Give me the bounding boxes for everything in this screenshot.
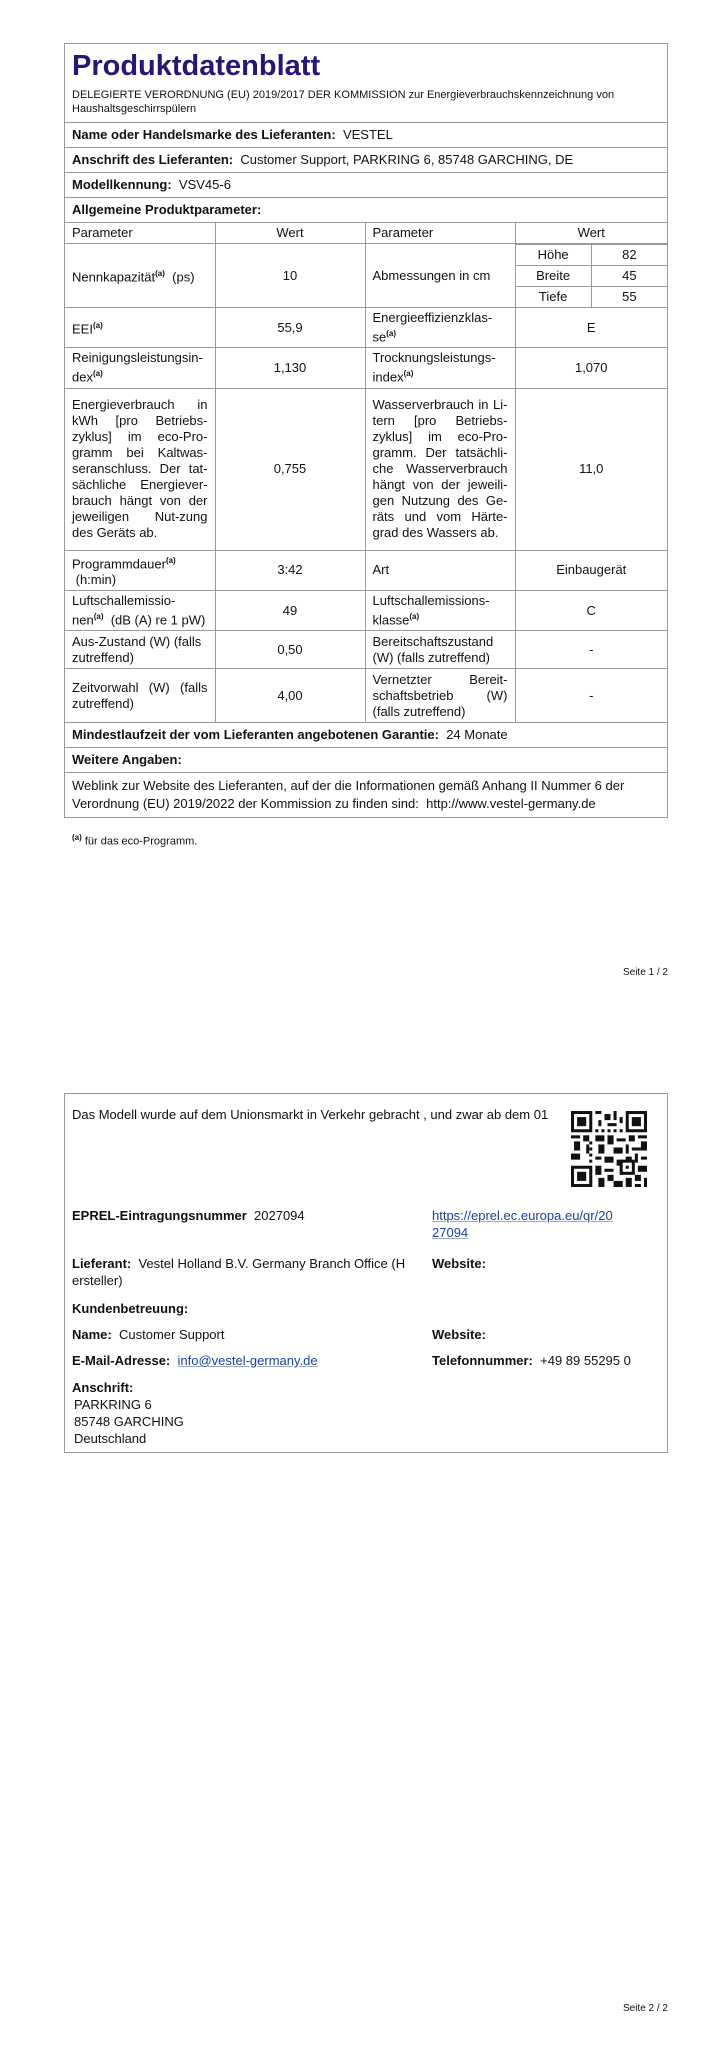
further-info-row (65, 747, 667, 772)
noise-value: 49 (215, 590, 365, 630)
energy-consumption-label: Energieverbrauch in kWh [pro Betriebs-zyklus] im eco-Pro-gramm bei Kaltwas-seranschluss. Der tat-sächliche Energiever-brauch hängt von der jeweiligen Nut-zung des Geräts ab. (65, 388, 215, 550)
website-label: Website: (432, 1256, 486, 1271)
page-number-1: Seite 1 / 2 (622, 967, 668, 978)
header-value: Wert (215, 223, 365, 244)
energy-consumption-value: 0,755 (215, 388, 365, 550)
energy-class-label: Energieeffizienzklas-$se^{(a)}$ (365, 308, 515, 348)
header-parameter-2: Parameter (365, 223, 515, 244)
warranty-row (65, 723, 667, 747)
supplier-row (65, 122, 667, 147)
footnote: $^{(a)}$ für das eco-Programm. (72, 833, 198, 848)
eei-value: 55,9 (215, 308, 365, 348)
table-header-row (65, 223, 667, 244)
page-title: Produktdatenblatt (72, 50, 321, 82)
eprel-link[interactable]: https://eprel.ec.europa.eu/qr/20 27094 (432, 1208, 613, 1240)
customer-care-label: Kundenbetreuung: (72, 1301, 189, 1316)
off-mode-value: 0,50 (215, 631, 365, 669)
supplier-value: VESTEL (342, 127, 393, 142)
noise-label: Luftschallemissio-nen$^{(a)}$ (dB (A) re 1 pW) (65, 590, 215, 630)
contact-name: Name: Customer Support (72, 1327, 225, 1342)
drying-index-value: 1,070 (515, 348, 667, 388)
dimensions-cell (515, 244, 667, 308)
email-row: E-Mail-Adresse: info@vestel-germany.de (72, 1353, 318, 1368)
address-label: Anschrift des Lieferanten: (72, 152, 234, 167)
model-row (65, 172, 667, 197)
weblink-row (65, 772, 667, 817)
header-value-2: Wert (515, 223, 667, 244)
type-label: Art (365, 550, 515, 590)
networked-standby-value: - (515, 669, 667, 723)
weblink-text: Weblink zur Website des Lieferanten, auf der die Informationen gemäß Anhang II Nummer 6 der Verordnung (EU) 2019/2022 der Kommission zu finden sind: (72, 778, 625, 812)
noise-class-value: C (515, 590, 667, 630)
width-label: Breite (516, 266, 592, 287)
phone-row: Telefonnummer: +49 89 55295 0 (432, 1353, 631, 1368)
capacity-value: 10 (215, 244, 365, 308)
email-link[interactable]: info@vestel-germany.de (177, 1353, 318, 1368)
dimensions-label: Abmessungen in cm (365, 244, 515, 308)
duration-value: 3:42 (215, 550, 365, 590)
supplier-info: Lieferant: Vestel Holland B.V. Germany Branch Office (H ersteller) (72, 1256, 406, 1288)
regulation-subtitle: DELEGIERTE VERORDNUNG (EU) 2019/2017 DER KOMMISSION zur Energieverbrauchskennzeichnung von Haushaltsgeschirrspülern (72, 89, 615, 115)
further-info-label: Weitere Angaben: (72, 752, 182, 768)
width-value: 45 (591, 266, 667, 287)
table-row (65, 348, 667, 388)
height-value: 82 (591, 245, 667, 266)
warranty-label: Mindestlaufzeit der vom Lieferanten angebotenen Garantie: (72, 727, 439, 743)
standby-value: - (515, 631, 667, 669)
address-value: Customer Support, PARKRING 6, 85748 GARCHING, DE (240, 152, 574, 167)
table-row (65, 590, 667, 630)
drying-index-label: Trocknungsleistungs-index$^{(a)}$ (365, 348, 515, 388)
website-label-2: Website: (432, 1327, 486, 1342)
water-consumption-value: 11,0 (515, 388, 667, 550)
off-mode-label: Aus-Zustand (W) (falls zutreffend) (65, 631, 215, 669)
weblink-url[interactable]: http://www.vestel-germany.de (426, 796, 596, 812)
delay-start-value: 4,00 (215, 669, 365, 723)
eprel-number: EPREL-Eintragungsnummer 2027094 (72, 1208, 305, 1223)
postal-address: PARKRING 6 85748 GARCHING Deutschland (74, 1397, 184, 1446)
delay-start-label: Zeitvorwahl (W) (falls zutreffend) (65, 669, 215, 723)
table-row (65, 631, 667, 669)
table-row (65, 244, 667, 308)
table-row (65, 669, 667, 723)
parameter-table (65, 222, 667, 723)
energy-class-value: E (515, 308, 667, 348)
networked-standby-label: Vernetzter Bereit-schaftsbetrieb (W) (falls zutreffend) (365, 669, 515, 723)
table-row (65, 388, 667, 550)
dimensions-table (516, 244, 668, 307)
water-consumption-label: Wasserverbrauch in Li-tern [pro Betriebs-zyklus] im eco-Pro-gramm. Der tatsächli-che Wasserverbrauch hängt von der jeweili-gen Nutzung des Ge-räts und vom Härte-grad des Wassers ab. (365, 388, 515, 550)
type-value: Einbaugerät (515, 550, 667, 590)
qr-code[interactable] (571, 1111, 647, 1187)
depth-label: Tiefe (516, 287, 592, 308)
eprel-info-box (64, 1093, 668, 1453)
height-label: Höhe (516, 245, 592, 266)
supplier-label: Name oder Handelsmarke des Lieferanten: (72, 127, 336, 142)
page-number-2: Seite 2 / 2 (622, 2003, 668, 2014)
market-date-text: Das Modell wurde auf dem Unionsmarkt in Verkehr gebracht , und zwar ab dem 01 (72, 1107, 549, 1122)
depth-value: 55 (591, 287, 667, 308)
model-value: VSV45-6 (178, 177, 231, 192)
cleaning-index-value: 1,130 (215, 348, 365, 388)
table-row (65, 550, 667, 590)
eei-label: EEI$^{(a)}$ (65, 308, 215, 348)
capacity-label: Nennkapazität$^{(a)}$ (ps) (65, 244, 215, 308)
standby-label: Bereitschaftszustand (W) (falls zutreffend) (365, 631, 515, 669)
general-params-row (65, 197, 667, 222)
table-row (65, 308, 667, 348)
noise-class-label: Luftschallemissions-klasse$^{(a)}$ (365, 590, 515, 630)
header-parameter: Parameter (65, 223, 215, 244)
cleaning-index-label: Reinigungsleistungsin-dex$^{(a)}$ (65, 348, 215, 388)
duration-label: Programmdauer$^{(a)}$ (h:min) (65, 550, 215, 590)
warranty-value: 24 Monate (446, 727, 508, 743)
general-params-label: Allgemeine Produktparameter: (72, 202, 262, 217)
postal-address-label: Anschrift: (72, 1380, 134, 1395)
product-data-sheet (64, 43, 668, 818)
model-label: Modellkennung: (72, 177, 172, 192)
address-row (65, 147, 667, 172)
